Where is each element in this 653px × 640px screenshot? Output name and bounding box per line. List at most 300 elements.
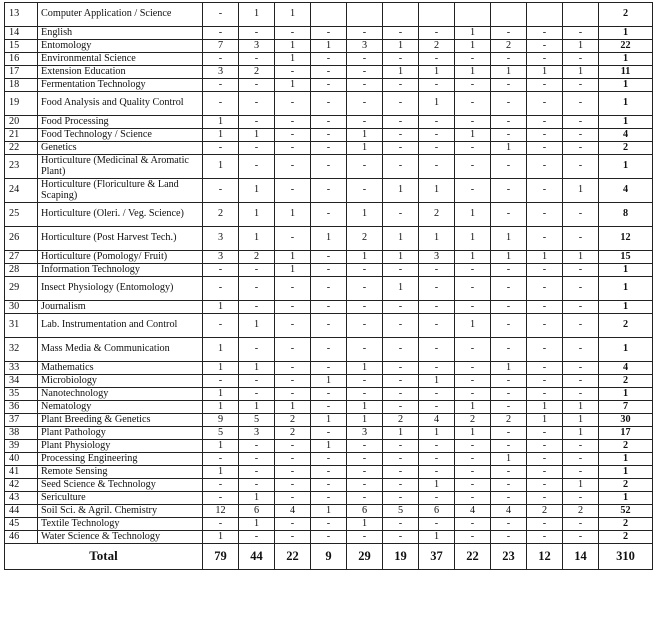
count-cell: - (347, 277, 383, 301)
count-cell: - (347, 66, 383, 79)
count-cell: 5 (383, 505, 419, 518)
count-cell: - (419, 264, 455, 277)
table-row (5, 427, 653, 440)
count-cell: 3 (203, 66, 239, 79)
count-cell: 1 (347, 203, 383, 227)
count-cell: 2 (419, 203, 455, 227)
count-cell: 1 (311, 375, 347, 388)
table-row (5, 518, 653, 531)
count-cell: 1 (203, 116, 239, 129)
count-cell: - (383, 362, 419, 375)
count-cell: 1 (455, 401, 491, 414)
count-cell (563, 3, 599, 27)
count-cell: - (347, 440, 383, 453)
count-cell: - (203, 314, 239, 338)
count-cell: - (527, 440, 563, 453)
count-cell: - (347, 375, 383, 388)
count-cell: - (239, 264, 275, 277)
count-cell: 1 (275, 203, 311, 227)
table-row (5, 375, 653, 388)
count-cell: - (275, 362, 311, 375)
count-cell: - (491, 179, 527, 203)
subject-cell: Horticulture (Medicinal & Aromatic Plant) (38, 155, 203, 179)
count-cell: 1 (419, 375, 455, 388)
table-row (5, 142, 653, 155)
count-cell: 1 (311, 505, 347, 518)
count-cell: 1 (275, 251, 311, 264)
serial-number-cell: 41 (5, 466, 38, 479)
count-cell: - (527, 27, 563, 40)
count-cell: - (563, 277, 599, 301)
count-cell: - (383, 531, 419, 544)
serial-number-cell: 27 (5, 251, 38, 264)
count-cell: 1 (239, 401, 275, 414)
count-cell: - (275, 531, 311, 544)
count-cell: - (419, 142, 455, 155)
count-cell: - (311, 251, 347, 264)
count-cell: - (275, 116, 311, 129)
count-cell: - (347, 301, 383, 314)
subject-cell: Lab. Instrumentation and Control (38, 314, 203, 338)
count-cell: - (455, 479, 491, 492)
count-cell: - (455, 492, 491, 505)
count-cell: 1 (455, 66, 491, 79)
count-cell: - (527, 301, 563, 314)
count-cell: - (563, 466, 599, 479)
table-row (5, 362, 653, 375)
count-cell: - (311, 492, 347, 505)
count-cell: - (311, 116, 347, 129)
count-cell: - (311, 27, 347, 40)
count-cell: - (275, 388, 311, 401)
count-cell: - (527, 388, 563, 401)
count-cell: - (563, 227, 599, 251)
subject-cell: Nanotechnology (38, 388, 203, 401)
count-cell: - (203, 179, 239, 203)
count-cell: 1 (311, 414, 347, 427)
count-cell: - (311, 92, 347, 116)
row-total-cell: 1 (599, 338, 653, 362)
subject-cell: Nematology (38, 401, 203, 414)
count-cell: - (491, 79, 527, 92)
count-cell: - (383, 453, 419, 466)
count-cell: 1 (239, 203, 275, 227)
count-cell: 4 (455, 505, 491, 518)
count-cell: - (383, 492, 419, 505)
count-cell: 5 (239, 414, 275, 427)
count-cell: - (275, 66, 311, 79)
serial-number-cell: 13 (5, 3, 38, 27)
count-cell: 3 (239, 40, 275, 53)
count-cell: - (383, 479, 419, 492)
serial-number-cell: 32 (5, 338, 38, 362)
subject-cell: Food Technology / Science (38, 129, 203, 142)
count-cell: - (347, 155, 383, 179)
count-cell: - (383, 53, 419, 66)
count-cell: 1 (455, 129, 491, 142)
count-cell: - (311, 427, 347, 440)
count-cell: - (563, 27, 599, 40)
count-cell: 1 (527, 401, 563, 414)
count-cell: - (455, 179, 491, 203)
count-cell: - (275, 518, 311, 531)
count-cell: 4 (275, 505, 311, 518)
count-cell: 1 (275, 401, 311, 414)
count-cell: 1 (455, 203, 491, 227)
row-total-cell: 1 (599, 301, 653, 314)
serial-number-cell: 25 (5, 203, 38, 227)
count-cell: 2 (455, 414, 491, 427)
count-cell: - (455, 264, 491, 277)
count-cell: - (275, 27, 311, 40)
count-cell: 1 (239, 227, 275, 251)
count-cell: 9 (203, 414, 239, 427)
count-cell (383, 3, 419, 27)
count-cell: 1 (527, 414, 563, 427)
count-cell: - (527, 179, 563, 203)
table-row (5, 479, 653, 492)
count-cell: - (419, 388, 455, 401)
count-cell: 1 (455, 27, 491, 40)
count-cell: - (491, 155, 527, 179)
count-cell: 1 (491, 142, 527, 155)
count-cell: 1 (239, 518, 275, 531)
count-cell: - (491, 314, 527, 338)
count-cell: - (527, 531, 563, 544)
count-cell: - (563, 518, 599, 531)
row-total-cell: 2 (599, 3, 653, 27)
count-cell: 1 (347, 401, 383, 414)
serial-number-cell: 34 (5, 375, 38, 388)
count-cell: 1 (527, 66, 563, 79)
serial-number-cell: 36 (5, 401, 38, 414)
count-cell: - (527, 479, 563, 492)
subject-cell: Seed Science & Technology (38, 479, 203, 492)
count-cell: - (311, 401, 347, 414)
count-cell: - (527, 466, 563, 479)
count-cell: - (311, 142, 347, 155)
count-cell: - (455, 155, 491, 179)
count-cell (347, 3, 383, 27)
subject-cell: Extension Education (38, 66, 203, 79)
table-row (5, 92, 653, 116)
count-cell: - (563, 79, 599, 92)
count-cell: - (311, 155, 347, 179)
serial-number-cell: 39 (5, 440, 38, 453)
count-cell: 1 (311, 227, 347, 251)
count-cell: - (455, 142, 491, 155)
count-cell: - (527, 314, 563, 338)
count-cell: - (275, 338, 311, 362)
column-total-cell: 22 (455, 544, 491, 570)
count-cell: 2 (491, 414, 527, 427)
count-cell: - (275, 142, 311, 155)
count-cell: 1 (311, 40, 347, 53)
count-cell: - (491, 388, 527, 401)
row-total-cell: 1 (599, 453, 653, 466)
count-cell: - (419, 440, 455, 453)
count-cell: - (419, 466, 455, 479)
table-row (5, 251, 653, 264)
row-total-cell: 8 (599, 203, 653, 227)
count-cell: - (383, 129, 419, 142)
count-cell: - (527, 427, 563, 440)
count-cell: - (563, 203, 599, 227)
count-cell: - (563, 492, 599, 505)
row-total-cell: 7 (599, 401, 653, 414)
count-cell: - (311, 79, 347, 92)
count-cell: - (527, 338, 563, 362)
count-cell: 1 (275, 3, 311, 27)
count-cell (527, 3, 563, 27)
count-cell: - (383, 27, 419, 40)
count-cell: 1 (455, 314, 491, 338)
count-cell: - (239, 92, 275, 116)
count-cell: 1 (203, 531, 239, 544)
count-cell: 2 (491, 40, 527, 53)
count-cell: - (203, 79, 239, 92)
row-total-cell: 2 (599, 375, 653, 388)
count-cell: - (203, 53, 239, 66)
count-cell: - (491, 440, 527, 453)
count-cell: - (203, 375, 239, 388)
count-cell: - (347, 531, 383, 544)
count-cell: 1 (347, 251, 383, 264)
count-cell: 1 (491, 362, 527, 375)
count-cell: - (239, 388, 275, 401)
count-cell: - (311, 179, 347, 203)
serial-number-cell: 29 (5, 277, 38, 301)
row-total-cell: 1 (599, 388, 653, 401)
count-cell: - (527, 142, 563, 155)
row-total-cell: 4 (599, 129, 653, 142)
table-row (5, 179, 653, 203)
count-cell: - (311, 466, 347, 479)
subject-distribution-table (4, 2, 653, 570)
count-cell: - (527, 492, 563, 505)
count-cell: 1 (311, 440, 347, 453)
count-cell: - (419, 116, 455, 129)
serial-number-cell: 37 (5, 414, 38, 427)
count-cell: 1 (491, 227, 527, 251)
count-cell: - (563, 53, 599, 66)
count-cell: - (347, 179, 383, 203)
count-cell: - (491, 427, 527, 440)
count-cell: - (275, 314, 311, 338)
count-cell: - (491, 338, 527, 362)
count-cell: - (275, 301, 311, 314)
count-cell: - (491, 466, 527, 479)
count-cell: - (347, 116, 383, 129)
count-cell: - (563, 264, 599, 277)
count-cell: 1 (347, 362, 383, 375)
table-row (5, 3, 653, 27)
count-cell: - (527, 453, 563, 466)
table-row (5, 531, 653, 544)
row-total-cell: 1 (599, 466, 653, 479)
count-cell: - (239, 301, 275, 314)
serial-number-cell: 31 (5, 314, 38, 338)
count-cell: - (455, 531, 491, 544)
count-cell: - (419, 401, 455, 414)
serial-number-cell: 20 (5, 116, 38, 129)
count-cell: 1 (455, 427, 491, 440)
count-cell (419, 3, 455, 27)
count-cell: 2 (563, 505, 599, 518)
count-cell: - (383, 518, 419, 531)
subject-cell: Horticulture (Pomology/ Fruit) (38, 251, 203, 264)
count-cell: 1 (383, 179, 419, 203)
count-cell: - (527, 92, 563, 116)
count-cell: 3 (203, 227, 239, 251)
count-cell: - (239, 466, 275, 479)
count-cell: 1 (203, 362, 239, 375)
count-cell: 1 (419, 479, 455, 492)
count-cell: - (455, 79, 491, 92)
row-total-cell: 2 (599, 479, 653, 492)
count-cell: 1 (455, 227, 491, 251)
count-cell: 1 (383, 251, 419, 264)
count-cell: - (203, 142, 239, 155)
table-row (5, 227, 653, 251)
subject-cell: Horticulture (Post Harvest Tech.) (38, 227, 203, 251)
table-row (5, 53, 653, 66)
count-cell: 1 (527, 251, 563, 264)
count-cell: - (275, 440, 311, 453)
count-cell: - (311, 362, 347, 375)
table-row (5, 440, 653, 453)
count-cell: - (563, 301, 599, 314)
row-total-cell: 1 (599, 155, 653, 179)
count-cell: 5 (203, 427, 239, 440)
table-row (5, 129, 653, 142)
serial-number-cell: 35 (5, 388, 38, 401)
column-total-cell: 23 (491, 544, 527, 570)
count-cell: 2 (239, 66, 275, 79)
count-cell: 1 (347, 414, 383, 427)
serial-number-cell: 42 (5, 479, 38, 492)
count-cell: - (455, 116, 491, 129)
table-row (5, 453, 653, 466)
table-row (5, 505, 653, 518)
table-row (5, 79, 653, 92)
count-cell: - (491, 531, 527, 544)
count-cell: 1 (347, 518, 383, 531)
count-cell: - (563, 155, 599, 179)
count-cell: 3 (203, 251, 239, 264)
count-cell: - (311, 301, 347, 314)
count-cell: - (563, 531, 599, 544)
count-cell: 12 (203, 505, 239, 518)
count-cell: 1 (563, 251, 599, 264)
count-cell: - (383, 79, 419, 92)
count-cell: - (311, 203, 347, 227)
row-total-cell: 1 (599, 116, 653, 129)
count-cell: - (455, 518, 491, 531)
serial-number-cell: 14 (5, 27, 38, 40)
count-cell: - (563, 116, 599, 129)
subject-cell: Textile Technology (38, 518, 203, 531)
subject-cell: English (38, 27, 203, 40)
table-body (5, 3, 653, 570)
count-cell: - (347, 492, 383, 505)
count-cell: - (311, 388, 347, 401)
count-cell: 4 (419, 414, 455, 427)
serial-number-cell: 38 (5, 427, 38, 440)
count-cell: - (203, 92, 239, 116)
document-page (4, 2, 635, 570)
count-cell: - (563, 388, 599, 401)
count-cell: - (383, 264, 419, 277)
count-cell: 1 (419, 227, 455, 251)
count-cell: - (491, 301, 527, 314)
table-row (5, 203, 653, 227)
row-total-cell: 12 (599, 227, 653, 251)
count-cell: 2 (347, 227, 383, 251)
count-cell: 2 (239, 251, 275, 264)
count-cell: - (455, 466, 491, 479)
count-cell: - (527, 277, 563, 301)
count-cell: - (311, 264, 347, 277)
count-cell: - (491, 518, 527, 531)
count-cell: - (311, 518, 347, 531)
count-cell: - (347, 79, 383, 92)
count-cell: - (491, 203, 527, 227)
subject-cell: Plant Physiology (38, 440, 203, 453)
count-cell: - (347, 453, 383, 466)
row-total-cell: 4 (599, 179, 653, 203)
grand-total-cell: 310 (599, 544, 653, 570)
count-cell: - (419, 518, 455, 531)
count-cell: - (347, 479, 383, 492)
count-cell: 1 (563, 414, 599, 427)
serial-number-cell: 24 (5, 179, 38, 203)
count-cell: - (563, 362, 599, 375)
subject-cell: Remote Sensing (38, 466, 203, 479)
count-cell: - (527, 518, 563, 531)
count-cell: - (347, 92, 383, 116)
count-cell: - (311, 453, 347, 466)
count-cell: 1 (383, 427, 419, 440)
count-cell: - (203, 479, 239, 492)
count-cell: - (491, 92, 527, 116)
table-row (5, 155, 653, 179)
subject-cell: Journalism (38, 301, 203, 314)
count-cell: 1 (419, 427, 455, 440)
count-cell: 1 (275, 53, 311, 66)
count-cell: - (383, 155, 419, 179)
count-cell: - (203, 264, 239, 277)
subject-cell: Horticulture (Oleri. / Veg. Science) (38, 203, 203, 227)
count-cell: - (383, 338, 419, 362)
count-cell: 1 (419, 179, 455, 203)
column-total-cell: 19 (383, 544, 419, 570)
serial-number-cell: 44 (5, 505, 38, 518)
count-cell: 1 (239, 314, 275, 338)
row-total-cell: 2 (599, 142, 653, 155)
count-cell (455, 3, 491, 27)
count-cell: 1 (347, 129, 383, 142)
count-cell: - (419, 314, 455, 338)
count-cell: 1 (203, 466, 239, 479)
count-cell: - (347, 338, 383, 362)
count-cell: - (455, 53, 491, 66)
count-cell: - (419, 53, 455, 66)
count-cell: 4 (491, 505, 527, 518)
count-cell: 1 (563, 427, 599, 440)
count-cell: - (239, 27, 275, 40)
count-cell: 1 (491, 66, 527, 79)
